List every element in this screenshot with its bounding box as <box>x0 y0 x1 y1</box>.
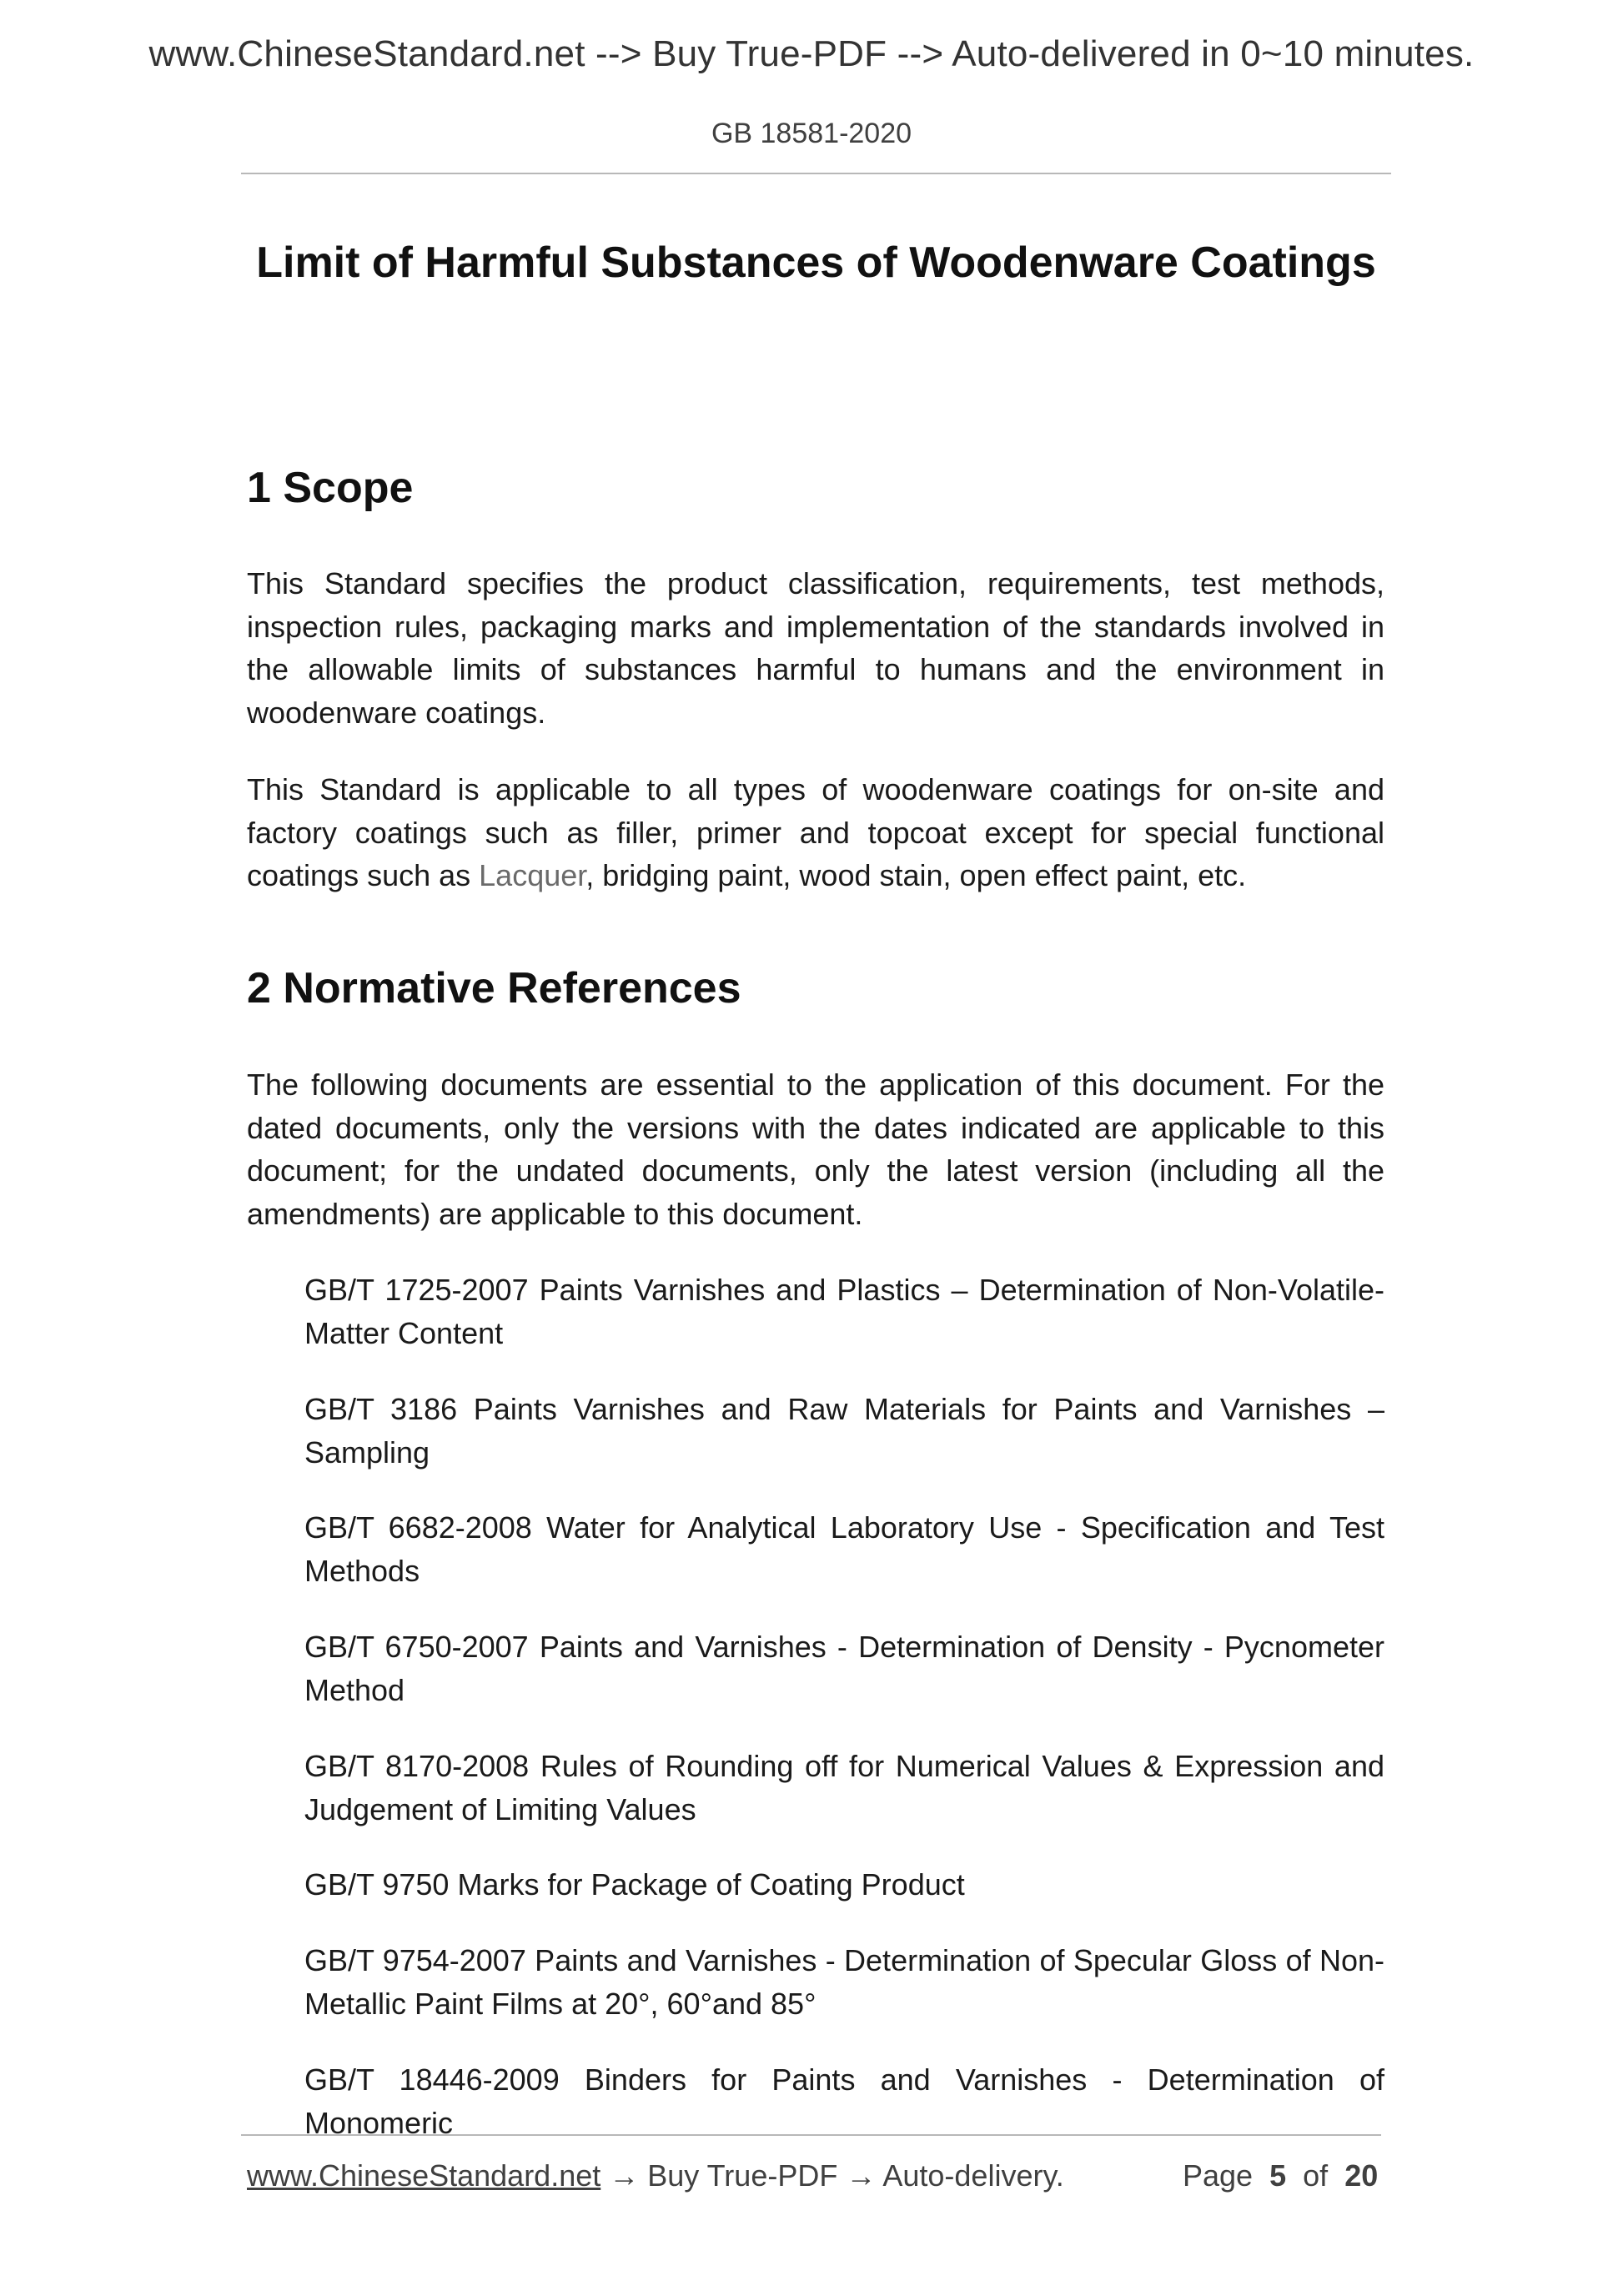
reference-item: GB/T 6750-2007 Paints and Varnishes - Determination of Density - Pycnometer Method <box>304 1630 1384 1707</box>
section-heading-normative-references: 2 Normative References <box>247 964 741 1012</box>
footer-delivery-text: Auto-delivery. <box>882 2158 1064 2193</box>
references-intro: The following documents are essential to the application of this document. For the dated documents, only the versions with the dates indicated are applicable to this document; for the undated documents, only the latest version (including all the amendments) are applicable to this document. <box>247 1068 1384 1231</box>
scope-paragraph-2 <box>247 768 1384 897</box>
document-title: Limit of Harmful Substances of Woodenware Coatings <box>256 239 1376 287</box>
reference-item: GB/T 6682-2008 Water for Analytical Laboratory Use - Specification and Test Methods <box>304 1510 1384 1588</box>
page-indicator <box>1183 2158 1378 2193</box>
reference-item: GB/T 9754-2007 Paints and Varnishes - Determination of Specular Gloss of Non-Metallic Paint Films at 20°, 60°and 85° <box>304 1943 1384 2021</box>
reference-item: GB/T 3186 Paints Varnishes and Raw Materials for Paints and Varnishes – Sampling <box>304 1392 1384 1470</box>
top-banner: www.ChineseStandard.net --> Buy True-PDF --> Auto-delivered in 0~10 minutes. <box>148 33 1475 74</box>
page-current: 5 <box>1269 2158 1287 2193</box>
arrow-right-icon: → <box>600 2158 648 2193</box>
reference-item: GB/T 8170-2008 Rules of Rounding off for Numerical Values & Expression and Judgement of Limiting Values <box>304 1749 1384 1826</box>
reference-item: GB/T 18446-2009 Binders for Paints and Varnishes - Determination of Monomeric <box>304 2062 1384 2140</box>
lacquer-link[interactable]: Lacquer <box>479 858 586 892</box>
scope-paragraph-2-text-b: , bridging paint, wood stain, open effect paint, etc. <box>585 858 1247 892</box>
footer-site-link[interactable]: www.ChineseStandard.net <box>247 2158 601 2193</box>
arrow-right-icon: → <box>837 2158 883 2193</box>
footer-buy-text: Buy True-PDF <box>647 2158 838 2193</box>
scope-paragraph-1: This Standard specifies the product classification, requirements, test methods, inspection rules, packaging marks and implementation of the standards involved in the allowable limits of substances harmful to humans and the environment in woodenware coatings. <box>247 566 1384 730</box>
page-of: of <box>1303 2158 1329 2193</box>
reference-item: GB/T 1725-2007 Paints Varnishes and Plastics – Determination of Non-Volatile-Matter Content <box>304 1273 1384 1350</box>
page-total: 20 <box>1344 2158 1379 2193</box>
page-label: Page <box>1183 2158 1254 2193</box>
footer-links <box>247 2158 1064 2193</box>
header-divider <box>241 173 1391 174</box>
footer-divider <box>241 2134 1381 2136</box>
standard-code: GB 18581-2020 <box>711 118 912 149</box>
section-heading-scope: 1 Scope <box>247 464 414 512</box>
reference-item: GB/T 9750 Marks for Package of Coating Product <box>304 1867 965 1902</box>
scope-paragraph-2-text-a: This Standard is applicable to all types of woodenware coatings for on-site and factory coatings such as filler, primer and topcoat except for special functional coatings such as <box>247 772 1384 892</box>
